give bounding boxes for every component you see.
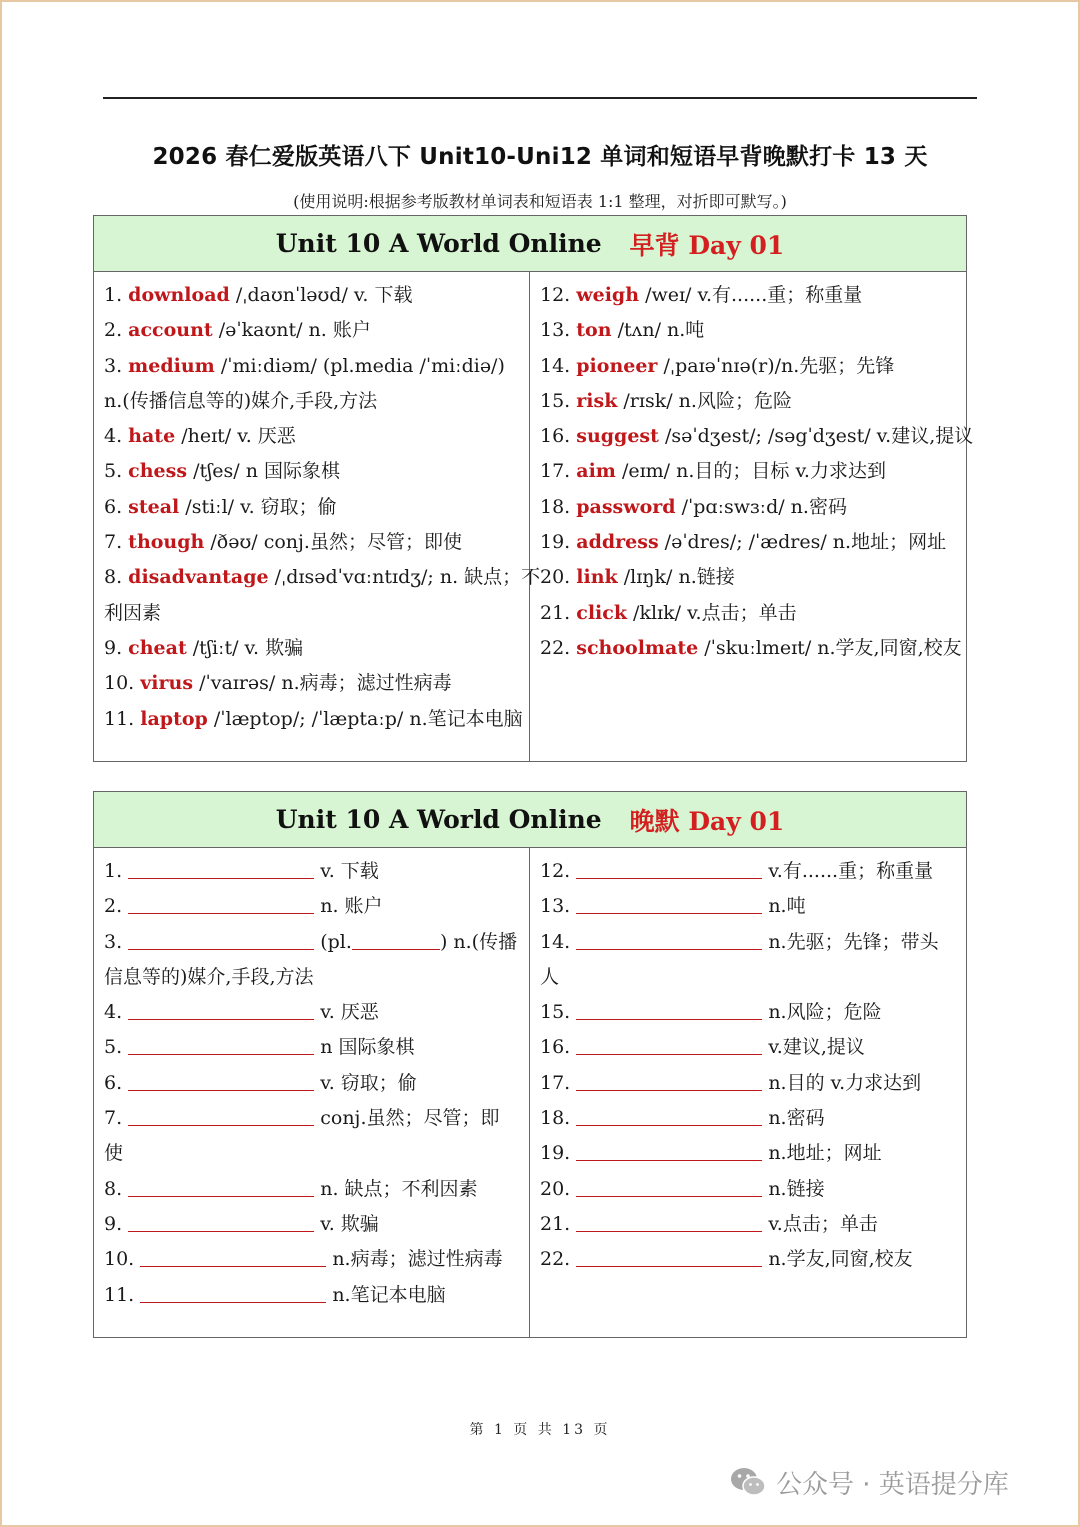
vocab-word: pioneer — [576, 354, 658, 377]
vocab-definition: /ˌdɪsədˈvɑːntɪdʒ/; n. 缺点；不 — [268, 566, 541, 589]
dictation-line — [540, 1136, 956, 1171]
vocab-line — [104, 560, 541, 595]
item-number: 19. — [540, 531, 577, 554]
evening-unit-title: Unit 10 A World Online — [275, 805, 602, 834]
vocab-line — [104, 278, 519, 313]
item-number: 17. — [540, 460, 577, 483]
vocab-line — [540, 313, 956, 348]
page-number: 第 1 页 共 13 页 — [469, 1422, 611, 1438]
item-number: 19. — [540, 1142, 571, 1165]
dictation-line — [540, 995, 956, 1030]
vocab-word: cheat — [128, 636, 187, 659]
vocab-word: download — [128, 284, 230, 306]
dictation-meaning: n.学友,同窗,校友 — [768, 1248, 913, 1271]
vocab-definition: /rɪsk/ n.风险；危险 — [617, 389, 792, 412]
dictation-meaning: v.建议,提议 — [768, 1036, 865, 1059]
answer-blank — [128, 858, 314, 879]
item-number: 15. — [540, 1001, 571, 1024]
dictation-line — [540, 925, 956, 960]
vocab-definition: /weɪ/ v.有......重；称重量 — [639, 284, 863, 306]
item-number: 18. — [540, 1107, 571, 1130]
dictation-meaning: v. 欺骗 — [320, 1212, 379, 1235]
item-number: 2. — [104, 895, 123, 918]
dictation-line — [540, 1207, 956, 1242]
watermark-text: 公众号 · 英语提分库 — [776, 1469, 1009, 1500]
item-number: 17. — [540, 1071, 571, 1094]
item-number: 7. — [104, 1107, 123, 1130]
morning-right-column — [530, 272, 974, 761]
evening-right-column — [530, 848, 966, 1337]
dictation-meaning: n.链接 — [768, 1177, 825, 1200]
vocab-line — [540, 349, 956, 384]
dictation-meaning: n.先驱；先锋；带头 — [768, 930, 939, 953]
answer-blank — [576, 999, 762, 1020]
item-number: 3. — [104, 354, 129, 377]
item-number: 14. — [540, 354, 577, 377]
vocab-word: medium — [128, 354, 215, 377]
answer-blank — [140, 1282, 326, 1303]
dictation-line — [104, 995, 519, 1030]
item-number: 9. — [104, 1212, 123, 1235]
dictation-line — [104, 1066, 519, 1101]
vocab-definition: /ˈskuːlmeɪt/ n.学友,同窗,校友 — [698, 636, 962, 659]
item-number: 16. — [540, 1036, 571, 1059]
answer-blank — [128, 1070, 314, 1091]
vocab-line — [540, 490, 956, 525]
vocab-line — [540, 278, 956, 313]
item-number: 4. — [104, 1001, 123, 1024]
dictation-line — [540, 1066, 956, 1101]
answer-blank — [128, 1211, 314, 1232]
vocab-definition: /ˈvaɪrəs/ n.病毒；滤过性病毒 — [193, 672, 452, 695]
morning-card — [93, 215, 974, 762]
vocab-word: aim — [576, 460, 616, 483]
dictation-line — [540, 1101, 956, 1136]
item-number: 12. — [540, 860, 571, 882]
vocab-definition: 利因素 — [104, 601, 162, 624]
dictation-line — [104, 854, 519, 889]
vocab-definition: n.(传播信息等的)媒介,手段,方法 — [104, 389, 378, 412]
vocab-word: link — [576, 566, 618, 589]
answer-blank — [576, 1140, 762, 1161]
vocab-definition: /tʃiːt/ v. 欺骗 — [186, 636, 304, 659]
vocab-line — [104, 490, 519, 525]
item-number: 8. — [104, 566, 129, 589]
dictation-line — [104, 1242, 519, 1277]
vocab-line — [540, 384, 956, 419]
dictation-line — [104, 1172, 519, 1207]
vocab-definition: /əˈkaʊnt/ n. 账户 — [212, 319, 371, 342]
vocab-definition: /ˈpɑːswɜːd/ n.密码 — [675, 495, 847, 518]
dictation-continuation: 信息等的)媒介,手段,方法 — [104, 965, 314, 988]
vocab-definition: /lɪŋk/ n.链接 — [617, 566, 735, 589]
vocab-line — [104, 384, 519, 419]
dictation-meaning: v. 下载 — [320, 860, 379, 882]
plural-label: (pl. — [320, 930, 352, 953]
item-number: 11. — [104, 707, 141, 730]
dictation-meaning: n.吨 — [768, 895, 806, 918]
item-number: 20. — [540, 566, 577, 589]
vocab-definition: /eɪm/ n.目的；目标 v.力求达到 — [615, 460, 886, 483]
evening-left-column — [94, 848, 530, 1337]
dictation-line — [104, 1136, 519, 1171]
vocab-line — [104, 525, 519, 560]
vocab-definition: /tʌn/ n.吨 — [611, 319, 705, 342]
dictation-line — [104, 1101, 519, 1136]
dictation-meaning: v.点击；单击 — [768, 1212, 878, 1235]
vocab-line — [540, 419, 974, 454]
morning-card-body — [94, 272, 974, 761]
dictation-meaning: n 国际象棋 — [320, 1036, 415, 1059]
vocab-word: hate — [128, 425, 176, 448]
dictation-continuation: 使 — [104, 1142, 124, 1165]
dictation-continuation: 人 — [540, 965, 560, 988]
vocab-word: schoolmate — [576, 636, 699, 659]
dictation-line — [540, 1030, 956, 1065]
vocab-word: though — [128, 531, 205, 554]
morning-unit-title: Unit 10 A World Online — [275, 229, 602, 258]
dictation-meaning: n. 缺点；不利因素 — [320, 1177, 478, 1200]
item-number: 5. — [104, 460, 129, 483]
item-number: 21. — [540, 601, 577, 624]
item-number: 10. — [104, 672, 141, 695]
dictation-meaning: n.目的 v.力求达到 — [768, 1071, 922, 1094]
dictation-meaning: n.病毒；滤过性病毒 — [332, 1248, 503, 1271]
dictation-meaning: n.密码 — [768, 1107, 825, 1130]
vocab-definition: /klɪk/ v.点击；单击 — [627, 601, 797, 624]
item-number: 10. — [104, 1248, 135, 1271]
vocab-definition: /ˈlæptop/; /ˈlæptaːp/ n.笔记本电脑 — [207, 707, 523, 730]
answer-blank — [576, 1176, 762, 1197]
answer-blank — [576, 1034, 762, 1055]
vocab-definition: /tʃes/ n 国际象棋 — [187, 460, 340, 483]
answer-blank — [128, 1034, 314, 1055]
vocab-line — [104, 419, 519, 454]
dictation-line — [540, 1242, 956, 1277]
item-number: 13. — [540, 319, 577, 342]
vocab-line — [104, 349, 519, 384]
morning-day-tag: 早背 Day 01 — [629, 230, 785, 260]
evening-card-header — [94, 792, 966, 848]
dictation-meaning: n. 账户 — [320, 895, 383, 918]
item-number: 1. — [104, 860, 123, 882]
answer-blank — [576, 1211, 762, 1232]
vocab-definition: /əˈdres/; /ˈædres/ n.地址；网址 — [658, 531, 947, 554]
answer-blank — [576, 1246, 762, 1267]
morning-left-column — [94, 272, 541, 761]
usage-note: (使用说明:根据参考版教材单词表和短语表 1:1 整理，对折即可默写。) — [293, 192, 787, 211]
item-number: 13. — [540, 895, 571, 918]
vocab-word: laptop — [140, 707, 208, 730]
dictation-line — [104, 1207, 519, 1242]
dictation-line — [104, 1278, 519, 1313]
answer-blank — [352, 929, 440, 950]
vocab-word: risk — [576, 389, 618, 412]
dictation-meaning: n.笔记本电脑 — [332, 1283, 446, 1306]
evening-card — [93, 791, 967, 1338]
top-rule — [103, 97, 977, 99]
item-number: 18. — [540, 495, 577, 518]
vocab-definition: /heɪt/ v. 厌恶 — [175, 425, 296, 448]
watermark — [728, 1462, 1009, 1502]
answer-blank — [576, 858, 762, 879]
dictation-line — [104, 889, 519, 924]
answer-blank — [128, 893, 314, 914]
evening-day-tag: 晚默 Day 01 — [629, 806, 785, 836]
item-number: 8. — [104, 1177, 123, 1200]
vocab-line — [540, 596, 956, 631]
vocab-definition: /ˌpaɪəˈnɪə(r)/n.先驱；先锋 — [657, 354, 895, 377]
document-title: 2026 春仁爱版英语八下 Unit10-Uni12 单词和短语早背晚默打卡 13 天 — [152, 144, 928, 170]
item-number: 7. — [104, 531, 129, 554]
dictation-meaning: v. 窃取；偷 — [320, 1071, 417, 1094]
vocab-word: disadvantage — [128, 566, 269, 589]
answer-blank — [128, 929, 314, 950]
dictation-meaning: n.地址；网址 — [768, 1142, 882, 1165]
item-number: 1. — [104, 284, 129, 306]
vocab-word: chess — [128, 460, 188, 483]
answer-blank — [576, 1070, 762, 1091]
dictation-line — [540, 1172, 956, 1207]
answer-blank — [576, 1105, 762, 1126]
vocab-word: ton — [576, 319, 612, 342]
item-number: 3. — [104, 930, 123, 953]
item-number: 2. — [104, 319, 129, 342]
dictation-line — [104, 1030, 519, 1065]
vocab-word: suggest — [576, 425, 659, 448]
answer-blank — [128, 999, 314, 1020]
item-number: 5. — [104, 1036, 123, 1059]
dictation-line — [104, 925, 519, 960]
vocab-word: account — [128, 319, 213, 342]
answer-blank — [576, 893, 762, 914]
dictation-line — [540, 889, 956, 924]
wechat-icon — [728, 1462, 768, 1502]
item-number: 11. — [104, 1283, 135, 1306]
vocab-line — [540, 454, 956, 489]
vocab-line — [540, 631, 962, 666]
vocab-word: password — [576, 495, 676, 518]
item-number: 6. — [104, 1071, 123, 1094]
dictation-meaning: conj.虽然；尽管；即 — [320, 1107, 500, 1130]
evening-card-body — [94, 848, 966, 1337]
vocab-word: weigh — [576, 284, 640, 306]
vocab-line — [104, 313, 519, 348]
vocab-line — [104, 631, 519, 666]
dictation-meaning: ) n.(传播 — [439, 930, 518, 953]
item-number: 14. — [540, 930, 571, 953]
vocab-word: virus — [140, 672, 194, 695]
vocab-definition: /ˈmiːdiəm/ (pl.media /ˈmiːdiə/) — [214, 354, 505, 377]
answer-blank — [128, 1105, 314, 1126]
vocab-line — [540, 525, 956, 560]
vocab-word: steal — [128, 495, 180, 518]
vocab-line — [104, 454, 519, 489]
vocab-word: click — [576, 601, 628, 624]
dictation-line — [104, 960, 519, 995]
item-number: 22. — [540, 636, 577, 659]
dictation-line — [540, 960, 956, 995]
item-number: 16. — [540, 425, 577, 448]
vocab-definition: /stiːl/ v. 窃取；偷 — [179, 495, 337, 518]
item-number: 6. — [104, 495, 129, 518]
item-number: 21. — [540, 1212, 571, 1235]
item-number: 9. — [104, 636, 129, 659]
vocab-line — [104, 596, 519, 631]
morning-card-header — [94, 216, 966, 272]
answer-blank — [128, 1176, 314, 1197]
item-number: 20. — [540, 1177, 571, 1200]
vocab-definition: /səˈdʒest/; /səgˈdʒest/ v.建议,提议 — [658, 425, 974, 448]
dictation-meaning: n.风险；危险 — [768, 1001, 882, 1024]
item-number: 22. — [540, 1248, 571, 1271]
answer-blank — [140, 1246, 326, 1267]
vocab-line — [104, 666, 519, 701]
item-number: 12. — [540, 284, 577, 306]
vocab-line — [540, 560, 956, 595]
item-number: 15. — [540, 389, 577, 412]
dictation-line — [540, 854, 956, 889]
dictation-meaning: v.有......重；称重量 — [768, 860, 934, 882]
vocab-line — [104, 702, 523, 737]
dictation-meaning: v. 厌恶 — [320, 1001, 379, 1024]
item-number: 4. — [104, 425, 129, 448]
vocab-definition: /ðəʊ/ conj.虽然；尽管；即使 — [204, 531, 462, 554]
vocab-word: address — [576, 531, 659, 554]
answer-blank — [576, 929, 762, 950]
vocab-definition: /ˌdaʊnˈləʊd/ v. 下载 — [229, 284, 413, 306]
